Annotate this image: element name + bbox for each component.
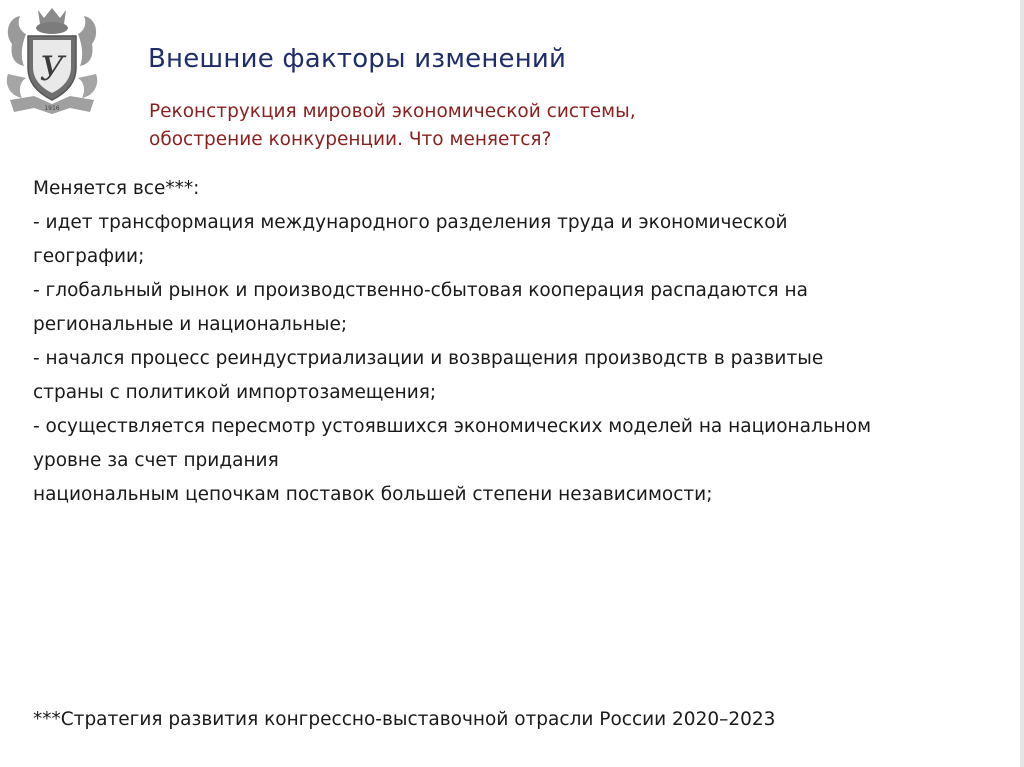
- subtitle-line: Реконструкция мировой экономической системы,: [149, 101, 636, 122]
- crest-year: 1916: [44, 105, 60, 112]
- body-line: Меняется все***:: [33, 178, 200, 199]
- body-line: - глобальный рынок и производственно-сбытовая кооперация распадаются на: [33, 280, 808, 301]
- slide-title: Внешние факторы изменений: [148, 44, 567, 74]
- body-text: [33, 172, 993, 512]
- body-line: - осуществляется пересмотр устоявшихся экономических моделей на национальном: [33, 416, 872, 437]
- body-line: - начался процесс реиндустриализации и возвращения производств в развитые: [33, 348, 824, 369]
- subtitle-line: обострение конкуренции. Что меняется?: [149, 129, 552, 150]
- body-line: - идет трансформация международного разделения труда и экономической: [33, 212, 788, 233]
- crest-monogram: У: [39, 49, 65, 89]
- slide-edge: [1020, 0, 1024, 767]
- body-line: страны с политикой импортозамещения;: [33, 382, 437, 403]
- footnote-source: ***Стратегия развития конгрессно-выставочной отрасли России 2020–2023: [33, 709, 776, 730]
- body-line: географии;: [33, 246, 145, 267]
- university-crest-logo: [4, 4, 100, 116]
- slide-subtitle: [149, 98, 749, 154]
- body-line: национальным цепочкам поставок большей степени независимости;: [33, 484, 713, 505]
- body-line: уровне за счет придания: [33, 450, 279, 471]
- body-line: региональные и национальные;: [33, 314, 348, 335]
